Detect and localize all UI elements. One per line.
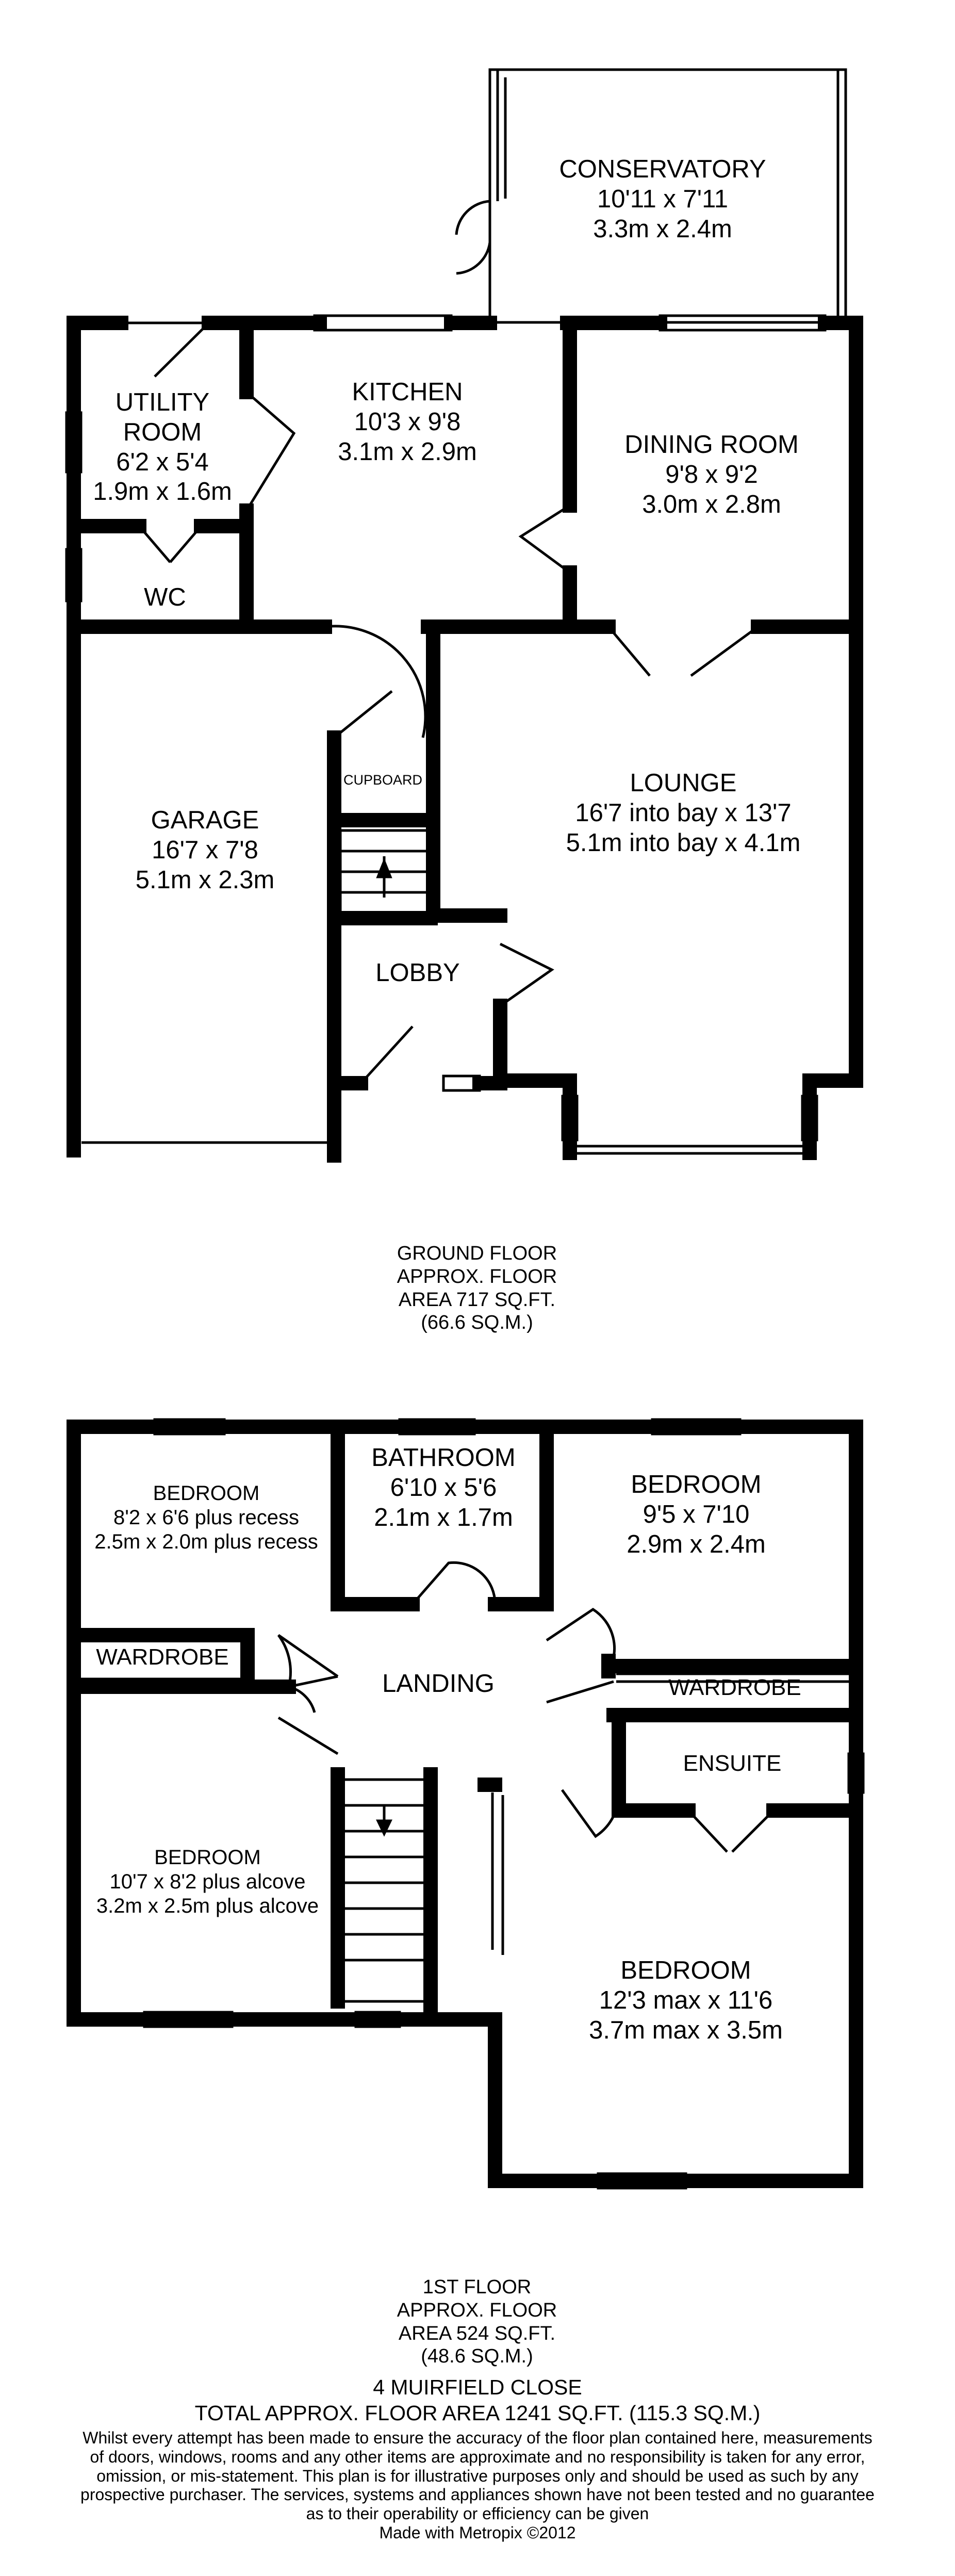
wardrobe-left-label bbox=[77, 1644, 248, 1671]
room-size-imperial: 10'7 x 8'2 plus alcove bbox=[109, 1870, 306, 1894]
room-size-imperial: 12'3 max x 11'6 bbox=[599, 1986, 773, 2014]
room-name: CONSERVATORY bbox=[559, 155, 766, 183]
room-name: BEDROOM bbox=[631, 1471, 762, 1498]
room-size-imperial: 6'2 x 5'4 bbox=[116, 448, 209, 476]
room-name: BEDROOM bbox=[620, 1957, 751, 1984]
room-size-imperial: 6'10 x 5'6 bbox=[390, 1473, 497, 1502]
lounge-label bbox=[516, 769, 851, 858]
wardrobe-right-label bbox=[619, 1674, 851, 1701]
disclaimer-line: prospective purchaser. The services, systems and appliances shown have not been tested and no guarantee bbox=[80, 2485, 875, 2504]
floor-area-sqft: AREA 524 SQ.FT. bbox=[398, 2322, 556, 2344]
conservatory-label bbox=[518, 155, 807, 244]
floor-area-line: APPROX. FLOOR bbox=[397, 1265, 557, 1287]
room-size-metric: 3.2m x 2.5m plus alcove bbox=[96, 1895, 319, 1918]
cupboard-label bbox=[335, 772, 431, 789]
room-size-metric: 2.9m x 2.4m bbox=[627, 1530, 766, 1558]
bedroom-se-label bbox=[541, 1956, 830, 2045]
room-name: WARDROBE bbox=[96, 1644, 229, 1670]
room-name: BEDROOM bbox=[154, 1846, 261, 1869]
room-size-imperial: 9'8 x 9'2 bbox=[665, 460, 758, 488]
room-size-metric: 3.7m max x 3.5m bbox=[589, 2016, 783, 2044]
floor-name: 1ST FLOOR bbox=[422, 2276, 532, 2298]
room-size-metric: 2.1m x 1.7m bbox=[374, 1503, 513, 1531]
disclaimer-line: omission, or mis-statement. This plan is for illustrative purposes only and should be used as such by any bbox=[96, 2466, 859, 2485]
room-name: CUPBOARD bbox=[343, 772, 423, 788]
room-name: KITCHEN bbox=[352, 378, 463, 406]
room-size-metric: 5.1m x 2.3m bbox=[135, 866, 275, 894]
total-floor-area: TOTAL APPROX. FLOOR AREA 1241 SQ.FT. (115.3 SQ.M.) bbox=[194, 2401, 761, 2425]
room-name: LOUNGE bbox=[630, 769, 737, 797]
floor-name: GROUND FLOOR bbox=[397, 1243, 557, 1264]
room-size-imperial: 9'5 x 7'10 bbox=[643, 1500, 750, 1528]
room-name: UTILITY bbox=[115, 388, 210, 416]
room-name: LOBBY bbox=[375, 959, 460, 987]
bathroom-label bbox=[343, 1443, 544, 1532]
garage-label bbox=[85, 806, 325, 895]
disclaimer-line: Whilst every attempt has been made to ensure the accuracy of the floor plan contained here, measurements bbox=[83, 2428, 872, 2447]
kitchen-label bbox=[304, 378, 511, 467]
room-name: BEDROOM bbox=[153, 1482, 260, 1505]
ensuite-label bbox=[645, 1750, 820, 1777]
floor-area-sqm: (66.6 SQ.M.) bbox=[421, 1312, 533, 1334]
credit: Made with Metropix ©2012 bbox=[379, 2523, 576, 2542]
floor-area-sqm: (48.6 SQ.M.) bbox=[421, 2345, 533, 2368]
dining-room-label bbox=[593, 430, 830, 519]
utility-room-label bbox=[77, 388, 248, 507]
bedroom-ne-label bbox=[567, 1470, 825, 1559]
bedroom-sw-label bbox=[80, 1846, 335, 1919]
room-name: BATHROOM bbox=[371, 1444, 516, 1472]
room-name: LANDING bbox=[382, 1670, 495, 1698]
room-size-imperial: 16'7 x 7'8 bbox=[152, 836, 258, 864]
floor-area-sqft: AREA 717 SQ.FT. bbox=[398, 1289, 556, 1311]
wc-label bbox=[124, 583, 206, 613]
room-name: DINING ROOM bbox=[624, 431, 799, 459]
room-size-imperial: 8'2 x 6'6 plus recess bbox=[113, 1506, 299, 1529]
room-size-metric: 3.0m x 2.8m bbox=[642, 490, 781, 518]
lobby-label bbox=[351, 958, 485, 988]
room-size-metric: 2.5m x 2.0m plus recess bbox=[94, 1530, 318, 1554]
room-name: ENSUITE bbox=[683, 1751, 782, 1776]
floor-area-line: APPROX. FLOOR bbox=[397, 2299, 557, 2321]
first-floor-area-summary bbox=[335, 2276, 619, 2368]
landing-label bbox=[361, 1669, 516, 1699]
disclaimer-line: of doors, windows, rooms and any other items are approximate and no responsibility is taken for any error, bbox=[90, 2447, 865, 2466]
room-name: WC bbox=[144, 583, 186, 611]
room-name: WARDROBE bbox=[668, 1675, 801, 1700]
room-size-metric: 3.3m x 2.4m bbox=[593, 215, 732, 243]
room-size-metric: 5.1m into bay x 4.1m bbox=[566, 828, 801, 857]
room-size-metric: 1.9m x 1.6m bbox=[93, 478, 232, 506]
room-size-imperial: 16'7 into bay x 13'7 bbox=[575, 798, 792, 827]
disclaimer bbox=[0, 2428, 955, 2542]
room-size-metric: 3.1m x 2.9m bbox=[338, 437, 477, 466]
address: 4 MUIRFIELD CLOSE bbox=[373, 2375, 582, 2399]
room-name: GARAGE bbox=[151, 806, 259, 834]
room-size-imperial: 10'3 x 9'8 bbox=[354, 407, 461, 436]
ground-floor-area-summary bbox=[335, 1242, 619, 1334]
room-name-line2: ROOM bbox=[123, 418, 202, 446]
disclaimer-line: as to their operability or efficiency can be given bbox=[306, 2504, 649, 2523]
room-size-imperial: 10'11 x 7'11 bbox=[597, 185, 728, 213]
bedroom-nw-label bbox=[77, 1481, 335, 1555]
